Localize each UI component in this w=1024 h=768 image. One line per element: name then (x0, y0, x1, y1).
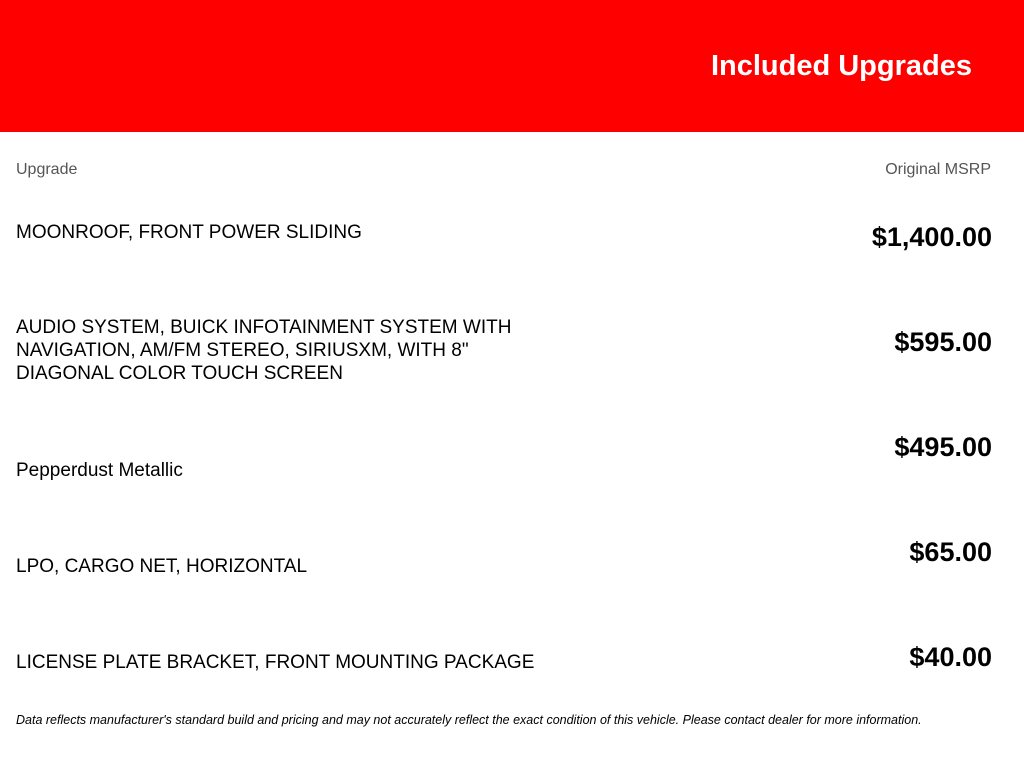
column-header-upgrade: Upgrade (16, 161, 78, 178)
page-title: Included Upgrades (710, 50, 972, 82)
upgrade-name: LICENSE PLATE BRACKET, FRONT MOUNTING PACKAGE (16, 652, 535, 673)
header-banner (0, 0, 1024, 132)
upgrade-price: $495.00 (894, 432, 992, 462)
upgrade-price: $1,400.00 (871, 222, 992, 252)
upgrade-price: $40.00 (909, 642, 992, 672)
upgrade-price: $65.00 (909, 537, 992, 567)
upgrade-name: AUDIO SYSTEM, BUICK INFOTAINMENT SYSTEM WITH NAVIGATION, AM/FM STEREO, SIRIUSXM, WITH 8" DIAGONAL COLOR TOUCH SCREEN (16, 317, 512, 384)
upgrade-price: $595.00 (894, 327, 992, 357)
upgrade-name: Pepperdust Metallic (16, 460, 183, 481)
disclaimer: Data reflects manufacturer's standard build and pricing and may not accurately reflect the exact condition of this vehicle. Please contact dealer for more information. (16, 713, 922, 727)
column-header-msrp: Original MSRP (885, 161, 991, 178)
upgrade-name: LPO, CARGO NET, HORIZONTAL (16, 556, 308, 577)
upgrade-name: MOONROOF, FRONT POWER SLIDING (16, 222, 362, 243)
